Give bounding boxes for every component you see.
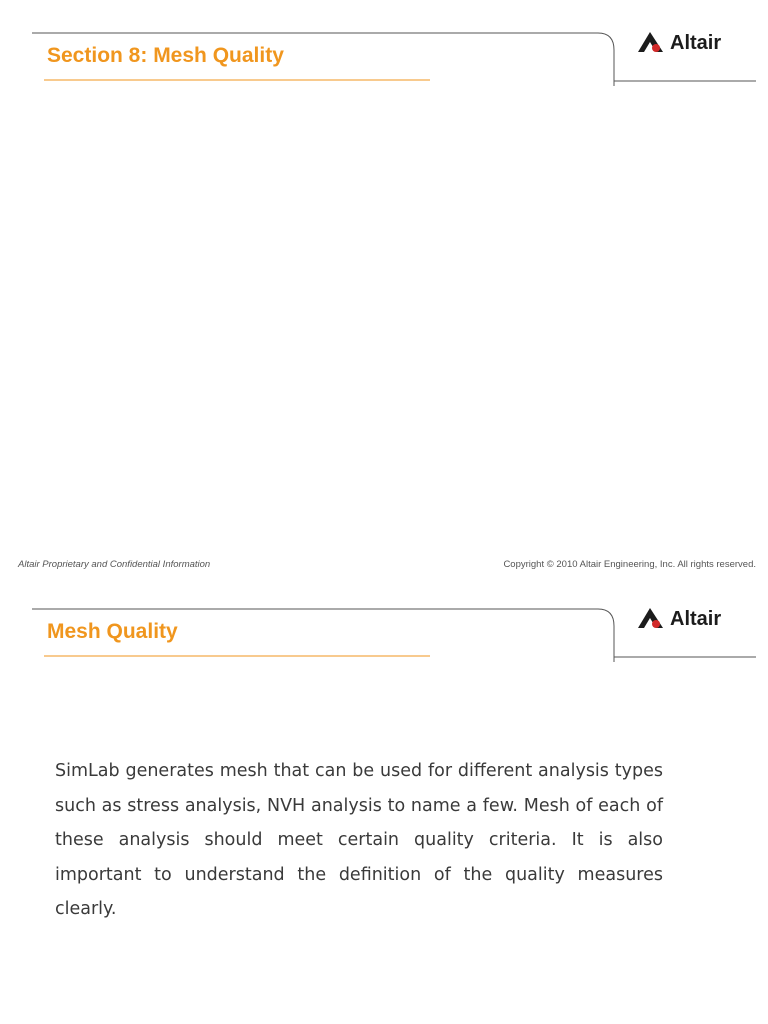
- footer-confidential: Altair Proprietary and Confidential Information: [18, 559, 211, 570]
- slide-title: Section 8: Mesh Quality: [47, 44, 284, 67]
- logo-wordmark: Altair: [670, 32, 722, 54]
- altair-logo: [637, 30, 737, 58]
- altair-triangle-icon: [637, 606, 665, 630]
- body-paragraph: SimLab generates mesh that can be used for different analysis types such as stress analysis, NVH analysis to name a few. Mesh of each of these analysis should meet certain quality criteria. It is also important to understand the definition of the quality measures clearly.: [55, 761, 663, 919]
- logo-wordmark: Altair: [670, 608, 722, 630]
- slide-title: Mesh Quality: [47, 620, 178, 643]
- footer-copyright: Copyright © 2010 Altair Engineering, Inc. All rights reserved.: [503, 559, 756, 570]
- altair-triangle-icon: [637, 30, 665, 54]
- slide-mesh-quality: [0, 576, 768, 1024]
- altair-logo: [637, 606, 737, 634]
